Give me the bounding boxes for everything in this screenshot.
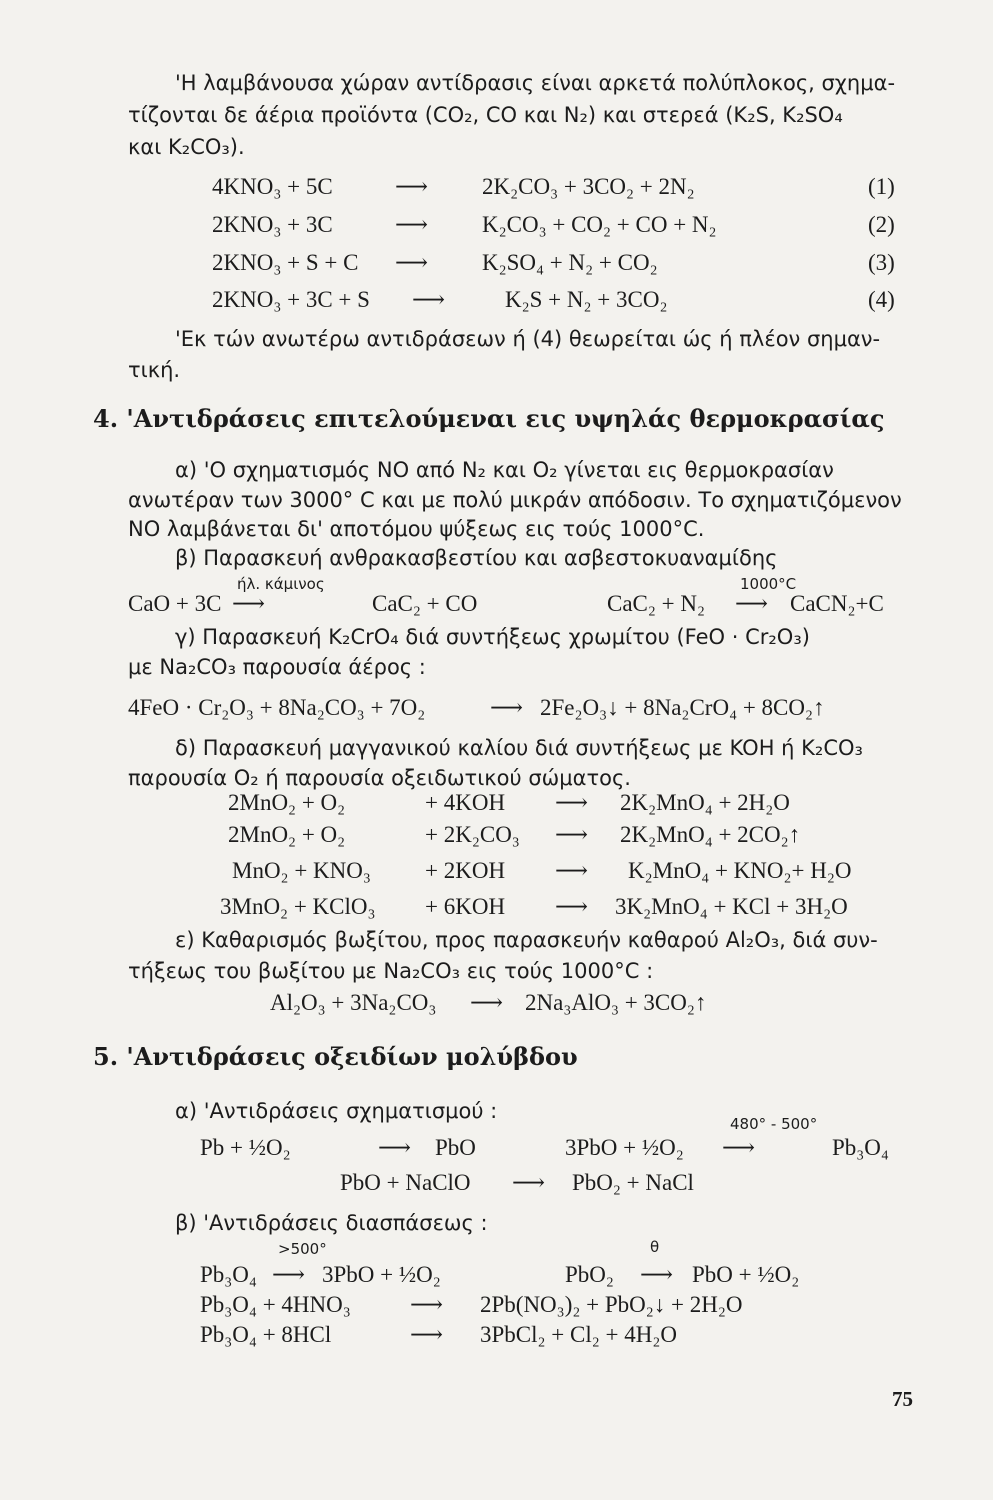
s5a-line: α) 'Αντιδράσεις σχηματισμού : <box>175 1099 498 1123</box>
s4b-eq1-condition: ήλ. κάμινος <box>237 575 325 593</box>
eq2-rhs: K₂CO₃ + CO₂ + CO + N₂ <box>482 212 717 237</box>
s4e-line-2: τήξεως του βωξίτου με Na₂CO₃ εις τούς 1000°C : <box>128 959 654 983</box>
s4d-eq1-lhs: 2MnO₂ + O₂ <box>228 790 346 815</box>
note-line-2: τική. <box>128 358 181 382</box>
s5b-eq4-rhs: 3PbCl₂ + Cl₂ + 4H₂O <box>480 1322 677 1347</box>
page-number: 75 <box>892 1387 913 1411</box>
s5a-eq1-lhs: Pb + ½O₂ <box>200 1135 291 1160</box>
section-4-number: 4. <box>93 404 119 433</box>
s5a-eq3-rhs: PbO₂ + NaCl <box>572 1170 694 1195</box>
reaction-arrow-icon: ⟶ <box>555 822 588 847</box>
s4d-eq2-lhs: 2MnO₂ + O₂ <box>228 822 346 847</box>
s5a-eq1-rhs: PbO <box>435 1135 476 1160</box>
reaction-arrow-icon: ⟶ <box>555 790 588 815</box>
s5b-eq1-lhs: Pb₃O₄ <box>200 1262 257 1287</box>
s4g-line-2: με Na₂CO₃ παρουσία άέρος : <box>128 655 426 679</box>
s4b-eq2-lhs: CaC₂ + N₂ <box>607 591 706 616</box>
reaction-arrow-icon: ⟶ <box>735 591 768 616</box>
eq1-label: (1) <box>868 174 895 199</box>
reaction-arrow-icon: ⟶ <box>555 894 588 919</box>
reaction-arrow-icon: ⟶ <box>555 858 588 883</box>
s5b-line: β) 'Αντιδράσεις διασπάσεως : <box>175 1211 488 1235</box>
s5a-eq2-lhs: 3PbO + ½O₂ <box>565 1135 684 1160</box>
s4d-eq4-mid: + 6KOH <box>425 894 506 919</box>
s4a-line-3: NO λαμβάνεται δι' αποτόμου ψύξεως εις τούς 1000°C. <box>128 517 705 541</box>
reaction-arrow-icon: ⟶ <box>490 695 523 720</box>
s4b-eq1-lhs: CaO + 3C <box>128 591 222 616</box>
eq4-lhs: 2KNO₃ + 3C + S <box>212 287 370 312</box>
s4b-eq2-rhs: CaCN₂+C <box>790 591 884 616</box>
s5b-eq1-rhs: 3PbO + ½O₂ <box>322 1262 441 1287</box>
s4a-line-2: ανωτέραν των 3000° C και με πολύ μικράν απόδοσιν. Το σχηματιζόμενον <box>128 488 902 512</box>
section-4-heading <box>93 404 884 433</box>
reaction-arrow-icon: ⟶ <box>412 287 445 312</box>
reaction-arrow-icon: ⟶ <box>410 1292 443 1317</box>
eq3-lhs: 2KNO₃ + S + C <box>212 250 359 275</box>
note-line-1: 'Εκ τών ανωτέρω αντιδράσεων ή (4) θεωρείται ώς ή πλέον σημαν- <box>175 327 881 351</box>
reaction-arrow-icon: ⟶ <box>232 591 265 616</box>
s4g-line-1: γ) Παρασκευή K₂CrO₄ διά συντήξεως χρωμίτου (FeO · Cr₂O₃) <box>175 625 810 649</box>
s5b-eq2-rhs: PbO + ½O₂ <box>692 1262 800 1287</box>
s4d-line-2: παρουσία O₂ ή παρουσία οξειδωτικού σώματος. <box>128 766 631 790</box>
s5a-eq2-rhs: Pb₃O₄ <box>832 1135 889 1160</box>
reaction-arrow-icon: ⟶ <box>640 1262 673 1287</box>
s4d-eq1-rhs: 2K₂MnO₄ + 2H₂O <box>620 790 790 815</box>
eq4-label: (4) <box>868 287 895 312</box>
eq2-label: (2) <box>868 212 895 237</box>
s4b-eq1-rhs: CaC₂ + CO <box>372 591 478 616</box>
s4e-eq-rhs: 2Na₃AlO₃ + 3CO₂↑ <box>525 990 707 1015</box>
s4d-eq2-mid: + 2K₂CO₃ <box>425 822 520 847</box>
reaction-arrow-icon: ⟶ <box>272 1262 305 1287</box>
eq3-rhs: K₂SO₄ + N₂ + CO₂ <box>482 250 658 275</box>
s4b-line: β) Παρασκευή ανθρακασβεστίου και ασβεστοκυαναμίδης <box>175 546 778 570</box>
intro-line-1: 'Η λαμβάνουσα χώραν αντίδρασις είναι αρκετά πολύπλοκος, σχημα- <box>175 71 896 95</box>
s4g-eq-lhs: 4FeO · Cr₂O₃ + 8Na₂CO₃ + 7O₂ <box>128 695 426 720</box>
s4a-line-1: α) 'Ο σχηματισμός NO από N₂ και O₂ γίνεται εις θερμοκρασίαν <box>175 458 834 482</box>
s4d-eq1-mid: + 4KOH <box>425 790 506 815</box>
s5b-eq3-rhs: 2Pb(NO₃)₂ + PbO₂↓ + 2H₂O <box>480 1292 743 1317</box>
reaction-arrow-icon: ⟶ <box>378 1135 411 1160</box>
s4b-eq2-condition: 1000°C <box>740 575 797 593</box>
s4g-eq-rhs: 2Fe₂O₃↓ + 8Na₂CrO₄ + 8CO₂↑ <box>540 695 825 720</box>
s4d-eq4-lhs: 3MnO₂ + KClO₃ <box>220 894 376 919</box>
eq1-rhs: 2K₂CO₃ + 3CO₂ + 2N₂ <box>482 174 695 199</box>
s5a-eq3-lhs: PbO + NaClO <box>340 1170 471 1195</box>
s4d-line-1: δ) Παρασκευή μαγγανικού καλίου διά συντήξεως με KOH ή K₂CO₃ <box>175 736 863 760</box>
eq3-label: (3) <box>868 250 895 275</box>
intro-line-2: τίζονται δε άέρια προϊόντα (CO₂, CO και N₂) και στερεά (K₂S, K₂SO₄ <box>128 103 843 127</box>
reaction-arrow-icon: ⟶ <box>470 990 503 1015</box>
section-5-number: 5. <box>93 1042 119 1071</box>
reaction-arrow-icon: ⟶ <box>410 1322 443 1347</box>
eq4-rhs: K₂S + N₂ + 3CO₂ <box>505 287 668 312</box>
s5b-eq2-lhs: PbO₂ <box>565 1262 614 1287</box>
reaction-arrow-icon: ⟶ <box>722 1135 755 1160</box>
intro-line-3: και K₂CO₃). <box>128 135 245 159</box>
eq1-lhs: 4KNO₃ + 5C <box>212 174 333 199</box>
s5b-eq3-lhs: Pb₃O₄ + 4HNO₃ <box>200 1292 351 1317</box>
s5b-eq2-condition: θ <box>650 1238 660 1256</box>
eq2-lhs: 2KNO₃ + 3C <box>212 212 333 237</box>
s5b-eq1-condition: >500° <box>278 1240 327 1258</box>
s4d-eq3-lhs: MnO₂ + KNO₃ <box>232 858 371 883</box>
reaction-arrow-icon: ⟶ <box>512 1170 545 1195</box>
s4e-eq-lhs: Al₂O₃ + 3Na₂CO₃ <box>270 990 437 1015</box>
s4d-eq2-rhs: 2K₂MnO₄ + 2CO₂↑ <box>620 822 801 847</box>
s5b-eq4-lhs: Pb₃O₄ + 8HCl <box>200 1322 332 1347</box>
section-5-heading <box>93 1042 578 1071</box>
reaction-arrow-icon: ⟶ <box>395 250 428 275</box>
s4d-eq3-rhs: K₂MnO₄ + KNO₂+ H₂O <box>628 858 852 883</box>
section-5-title: 'Αντιδράσεις οξειδίων μολύβδου <box>126 1042 578 1071</box>
s5a-eq2-condition: 480° - 500° <box>730 1115 818 1133</box>
section-4-title: 'Αντιδράσεις επιτελούμεναι εις υψηλάς θερμοκρασίας <box>126 404 885 433</box>
reaction-arrow-icon: ⟶ <box>395 212 428 237</box>
s4d-eq3-mid: + 2KOH <box>425 858 506 883</box>
reaction-arrow-icon: ⟶ <box>395 174 428 199</box>
s4d-eq4-rhs: 3K₂MnO₄ + KCl + 3H₂O <box>615 894 848 919</box>
s4e-line-1: ε) Καθαρισμός βωξίτου, προς παρασκευήν καθαρού Al₂O₃, διά συν- <box>175 928 878 952</box>
